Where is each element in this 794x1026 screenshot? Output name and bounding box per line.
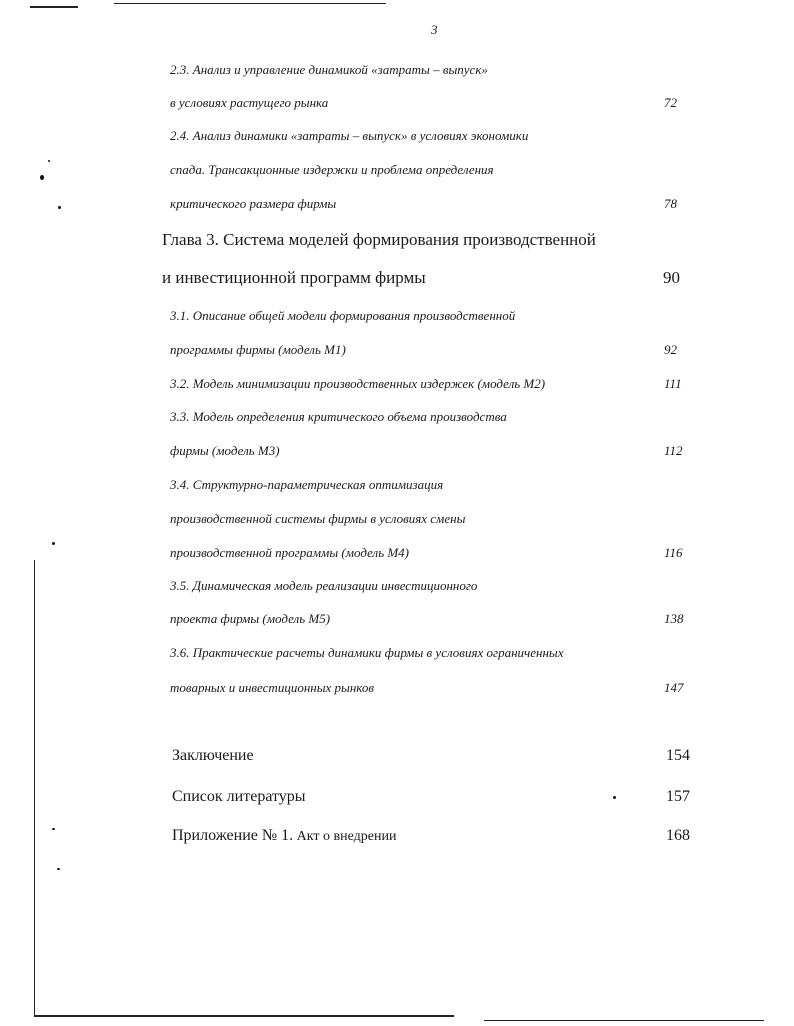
toc-chapter-3-line-2: и инвестиционной программ фирмы (162, 268, 426, 287)
toc-chapter-3-line-1: Глава 3. Система моделей формирования производственной (162, 230, 596, 249)
toc-appendix-page: 168 (666, 827, 690, 844)
toc-references: Список литературы (172, 788, 306, 805)
toc-3-6-line-1: 3.6. Практические расчеты динамики фирмы в условиях ограниченных (170, 645, 564, 660)
toc-2-3-line-2: в условиях растущего рынка (170, 95, 329, 110)
toc-3-2-line-1: 3.2. Модель минимизации производственных издержек (модель М2) (170, 376, 546, 391)
toc-appendix (172, 827, 396, 845)
toc-3-3-page: 112 (664, 443, 683, 458)
toc-2-3-page: 72 (664, 95, 677, 110)
toc-3-6-page: 147 (664, 680, 684, 695)
scan-artifact-top-left (30, 6, 78, 8)
scan-speck (58, 206, 61, 209)
toc-3-4-page: 116 (664, 545, 683, 560)
scan-artifact-bottom-edge (34, 1015, 454, 1017)
toc-3-1-line-1: 3.1. Описание общей модели формирования производственной (170, 308, 516, 323)
toc-3-3-line-1: 3.3. Модель определения критического объема производства (170, 409, 507, 424)
scan-speck (57, 868, 60, 870)
toc-conclusion-page: 154 (666, 747, 690, 764)
toc-appendix-title: Приложение № 1. (172, 827, 294, 844)
page-number: 3 (431, 22, 438, 37)
toc-references-page: 157 (666, 788, 690, 805)
toc-conclusion: Заключение (172, 747, 254, 764)
toc-3-4-line-3: производственной программы (модель М4) (170, 545, 410, 560)
scan-speck (52, 542, 55, 545)
toc-2-4-line-2: спада. Трансакционные издержки и проблема определения (170, 162, 494, 177)
scan-speck (40, 175, 44, 180)
toc-3-3-line-2: фирмы (модель М3) (170, 443, 280, 458)
toc-appendix-subtitle: Акт о внедрении (293, 829, 397, 844)
toc-3-4-line-2: производственной системы фирмы в условиях смены (170, 511, 466, 526)
toc-3-5-line-2: проекта фирмы (модель М5) (170, 611, 331, 626)
toc-3-1-page: 92 (664, 342, 677, 357)
toc-3-6-line-2: товарных и инвестиционных рынков (170, 680, 375, 695)
scan-speck (613, 796, 616, 799)
toc-3-2-page: 111 (664, 376, 682, 391)
toc-3-4-line-1: 3.4. Структурно-параметрическая оптимизация (170, 477, 444, 492)
scan-artifact-bottom-right (484, 1020, 764, 1021)
toc-3-5-line-1: 3.5. Динамическая модель реализации инвестиционного (170, 578, 478, 593)
toc-chapter-3-page: 90 (663, 268, 680, 287)
toc-2-4-line-3: критического размера фирмы (170, 196, 337, 211)
toc-2-4-page: 78 (664, 196, 677, 211)
scan-artifact-top-mid (114, 3, 386, 4)
scan-artifact-left-edge (34, 560, 35, 1015)
toc-2-3-line-1: 2.3. Анализ и управление динамикой «затраты – выпуск» (170, 62, 488, 77)
scan-speck (52, 828, 55, 830)
toc-2-4-line-1: 2.4. Анализ динамики «затраты – выпуск» в условиях экономики (170, 128, 529, 143)
toc-3-5-page: 138 (664, 611, 684, 626)
toc-3-1-line-2: программы фирмы (модель М1) (170, 342, 346, 357)
scan-speck (48, 160, 50, 162)
